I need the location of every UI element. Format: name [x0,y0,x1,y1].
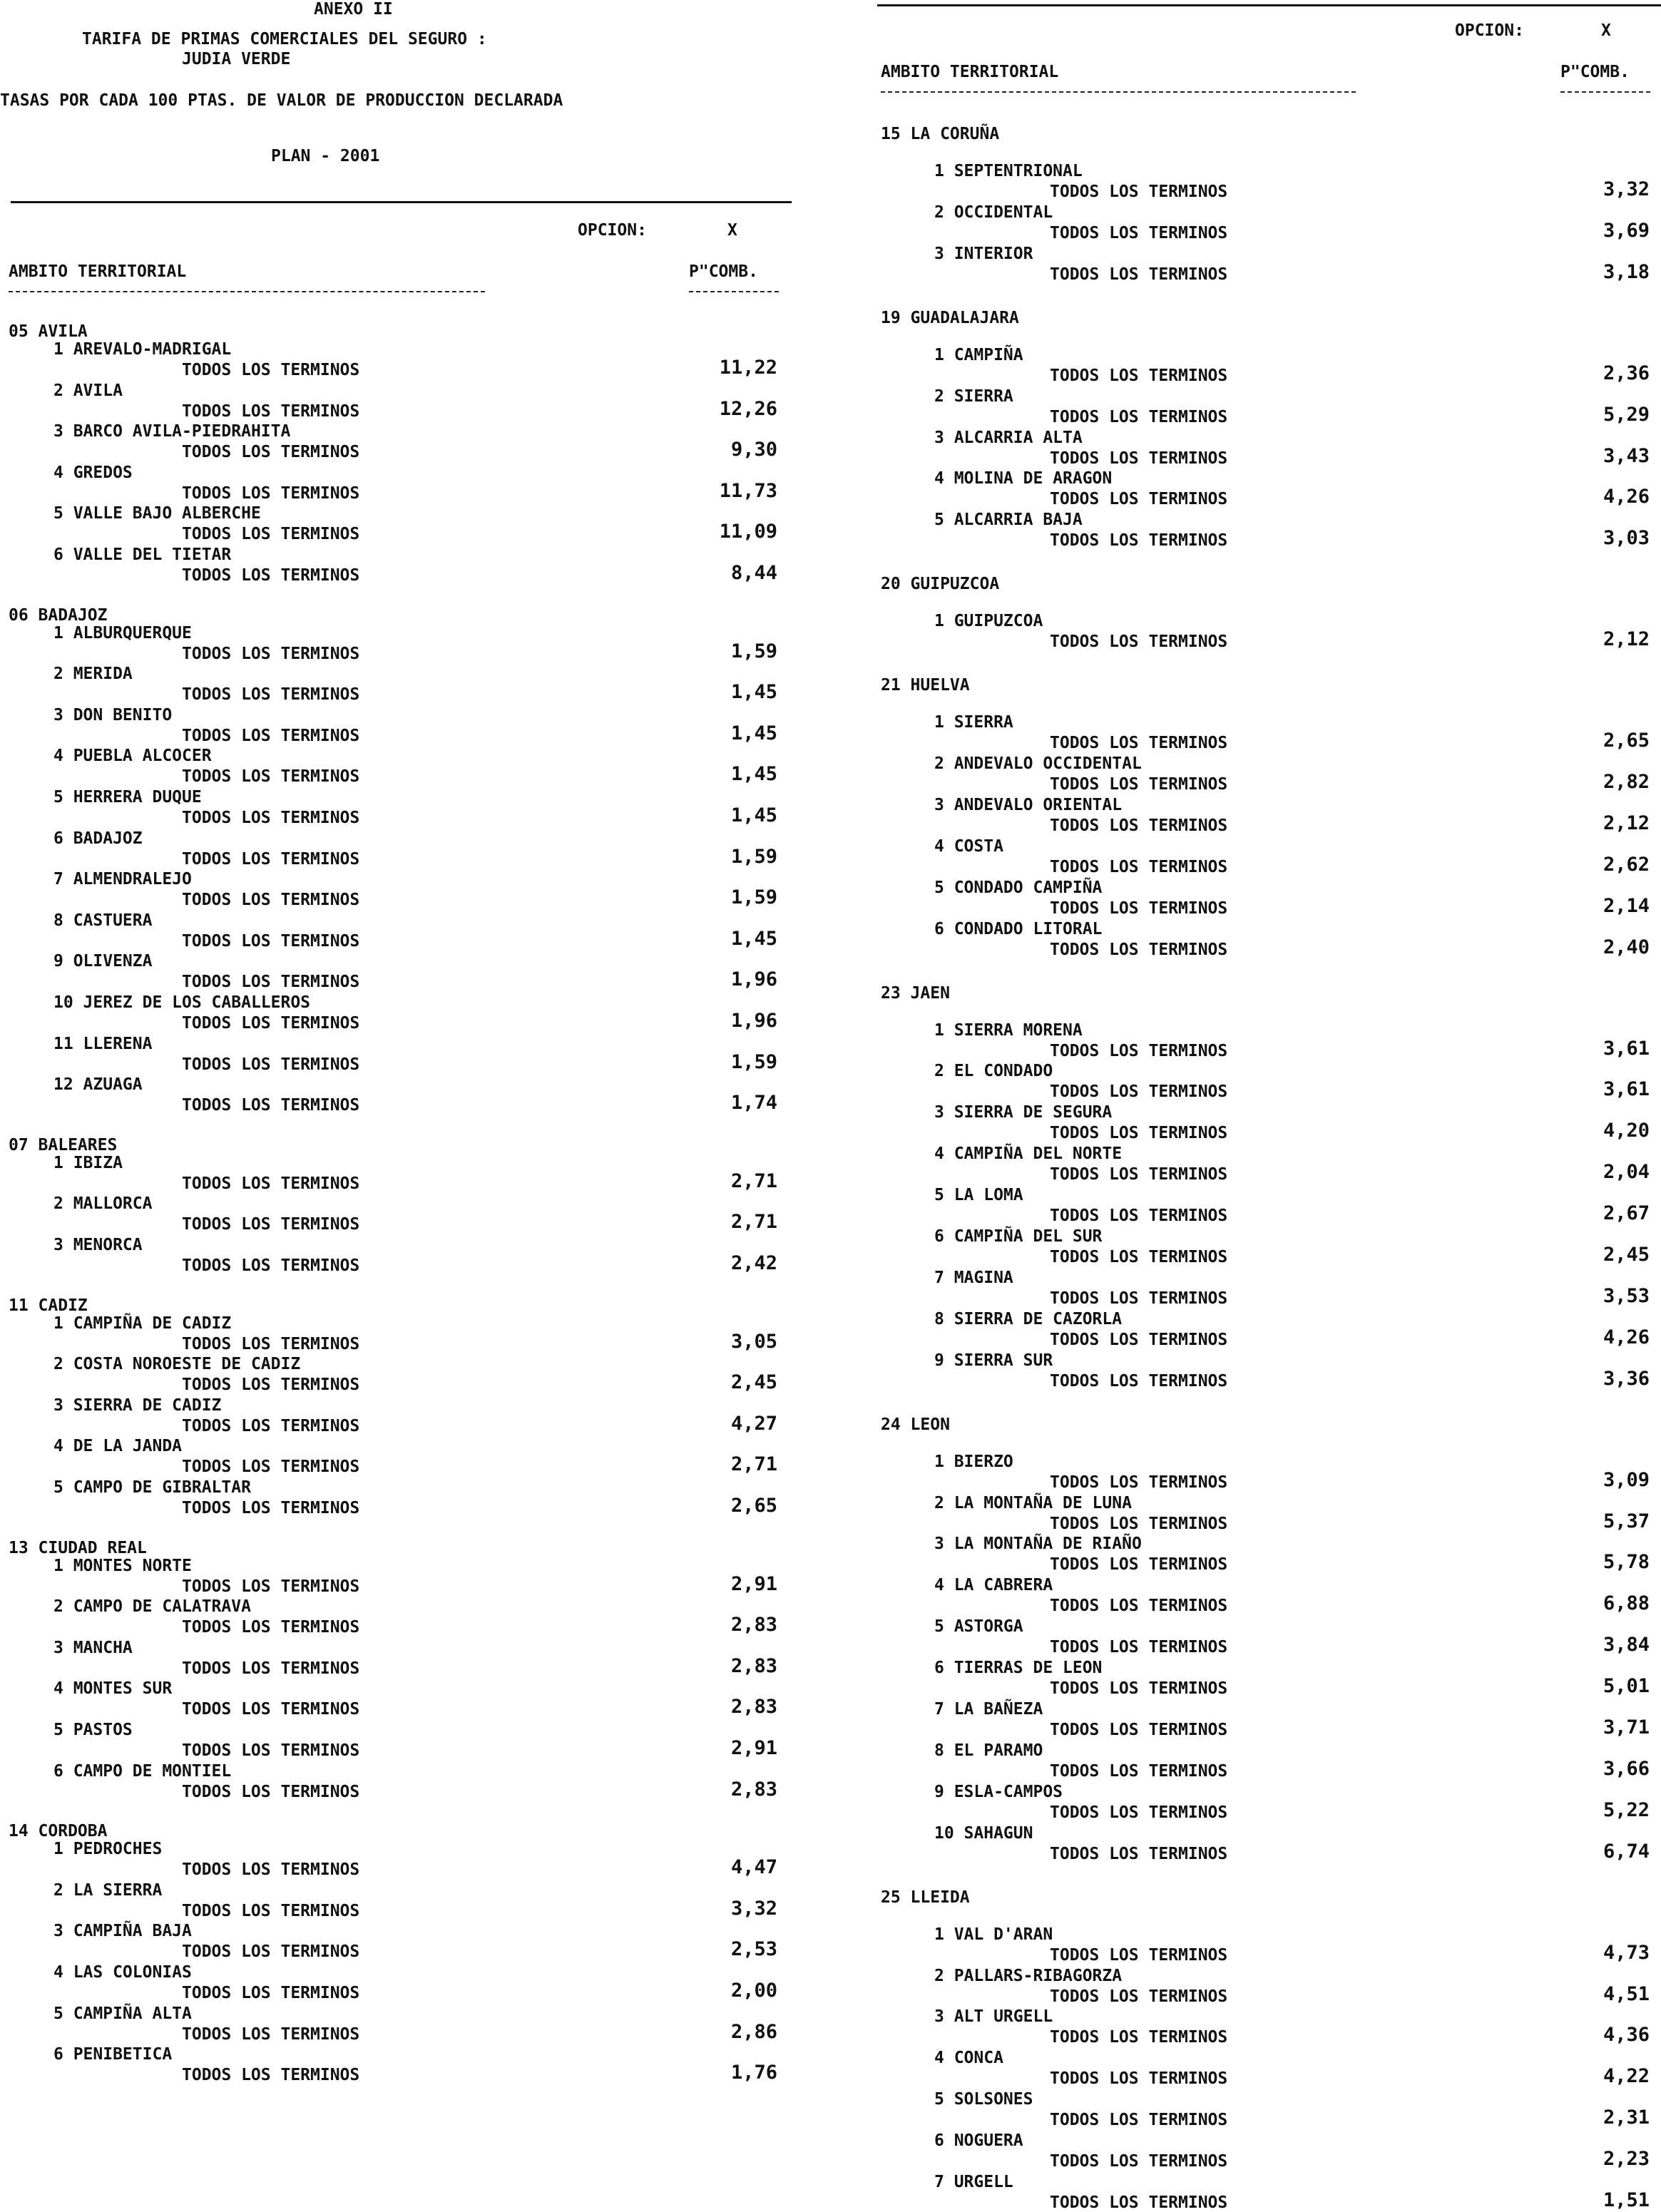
premium-rate: 1,45 [730,927,777,950]
comarca-name: 10 JEREZ DE LOS CABALLEROS [53,993,311,1012]
premium-rate: 2,40 [1603,936,1650,958]
comarca-name: 2 SIERRA [934,386,1013,406]
terms-label: TODOS LOS TERMINOS [1050,775,1228,794]
province-name: 23 JAEN [881,983,950,1003]
terms-label: TODOS LOS TERMINOS [1050,1124,1228,1143]
province-name: 24 LEON [881,1415,950,1434]
terms-label: TODOS LOS TERMINOS [182,566,360,585]
terms-label: TODOS LOS TERMINOS [1050,407,1228,426]
terms-label: TODOS LOS TERMINOS [1050,1638,1228,1657]
terms-label: TODOS LOS TERMINOS [182,1860,360,1880]
premium-rate: 1,59 [730,1050,777,1073]
premium-rate: 3,71 [1603,1716,1650,1739]
premium-rate: 1,45 [730,763,777,786]
premium-rate: 11,73 [719,479,777,502]
terms-label: TODOS LOS TERMINOS [1050,1330,1228,1349]
comarca-name: 4 LAS COLONIAS [53,1963,192,1982]
comarca-name: 2 MERIDA [53,665,133,684]
comarca-name: 4 PUEBLA ALCOCER [53,747,212,766]
comarca-name: 2 MALLORCA [53,1194,153,1214]
comarca-name: 2 OCCIDENTAL [934,203,1053,222]
comarca-name: 5 CAMPO DE GIBRALTAR [53,1478,251,1497]
premium-rate: 1,59 [730,640,777,662]
premium-rate: 4,51 [1603,1982,1650,2005]
right-column [863,0,1661,2212]
premium-rate: 3,32 [1603,178,1650,200]
comarca-name: 5 CONDADO CAMPIÑA [934,878,1103,897]
premium-rate: 2,45 [1603,1244,1650,1266]
premium-rate: 2,36 [1603,362,1650,384]
province-name: 20 GUIPUZCOA [881,575,1000,594]
terms-label: TODOS LOS TERMINOS [182,973,360,992]
comarca-name: 2 PALLARS-RIBAGORZA [934,1966,1123,1985]
premium-rate: 3,36 [1603,1367,1650,1390]
premium-rate: 2,12 [1603,628,1650,651]
comarca-name: 8 SIERRA DE CAZORLA [934,1309,1123,1328]
comarca-name: 2 COSTA NOROESTE DE CADIZ [53,1355,301,1374]
terms-label: TODOS LOS TERMINOS [1050,1207,1228,1226]
comarca-name: 3 MENORCA [53,1236,143,1254]
left-column [0,0,792,2126]
premium-rate: 2,71 [730,1453,777,1476]
premium-rate: 2,83 [730,1614,777,1637]
comarca-name: 7 LA BAÑEZA [934,1700,1043,1719]
comarca-name: 5 ALCARRIA BAJA [934,511,1083,530]
premium-rate: 5,01 [1603,1675,1650,1698]
comarca-name: 12 AZUAGA [53,1075,143,1095]
premium-rate: 2,67 [1603,1202,1650,1225]
premium-rate: 2,53 [730,1938,777,1961]
terms-label: TODOS LOS TERMINOS [182,1984,360,2002]
comarca-name: 6 NOGUERA [934,2131,1023,2151]
province-name: 21 HUELVA [881,676,970,695]
province-name: 15 LA CORUÑA [881,125,1000,143]
comarca-name: 1 IBIZA [53,1153,123,1172]
premium-rate: 1,59 [730,845,777,868]
terms-label: TODOS LOS TERMINOS [182,931,360,951]
premium-rate: 2,04 [1603,1161,1650,1184]
terms-label: TODOS LOS TERMINOS [182,891,360,910]
ambito-header: AMBITO TERRITORIAL [881,63,1059,81]
terms-label: TODOS LOS TERMINOS [182,1499,360,1517]
province-name: 11 CADIZ [9,1296,88,1315]
comarca-name: 6 PENIBETICA [53,2045,173,2064]
premium-rate: 2,42 [730,1252,777,1274]
opcion-value: X [727,221,737,240]
terms-label: TODOS LOS TERMINOS [1050,1987,1228,2006]
comarca-name: 8 CASTUERA [53,911,153,930]
premium-rate: 5,29 [1603,403,1650,426]
terms-label: TODOS LOS TERMINOS [1050,1371,1228,1391]
terms-label: TODOS LOS TERMINOS [182,767,360,787]
comarca-name: 9 ESLA-CAMPOS [934,1782,1063,1801]
comarca-name: 11 LLERENA [53,1034,153,1053]
terms-label: TODOS LOS TERMINOS [182,1782,360,1801]
terms-label: TODOS LOS TERMINOS [182,1942,360,1962]
terms-label: TODOS LOS TERMINOS [1050,449,1228,468]
comarca-name: 2 LA MONTAÑA DE LUNA [934,1493,1132,1512]
comarca-name: 3 SIERRA DE CADIZ [53,1396,222,1415]
terms-label: TODOS LOS TERMINOS [182,1618,360,1637]
terms-label: TODOS LOS TERMINOS [1050,1679,1228,1699]
comarca-name: 1 MONTES NORTE [53,1556,192,1575]
terms-label: TODOS LOS TERMINOS [182,2066,360,2085]
comarca-name: 2 AVILA [53,381,123,400]
premium-rate: 4,26 [1603,1326,1650,1348]
comarca-name: 4 COSTA [934,836,1003,856]
terms-label: TODOS LOS TERMINOS [182,1096,360,1115]
comarca-name: 9 SIERRA SUR [934,1351,1053,1370]
comarca-name: 6 VALLE DEL TIETAR [53,546,232,564]
rate-subtitle: TASAS POR CADA 100 PTAS. DE VALOR DE PRODUCCION DECLARADA [0,91,563,110]
premium-rate: 4,73 [1603,1941,1650,1964]
terms-label: TODOS LOS TERMINOS [1050,2028,1228,2047]
terms-label: TODOS LOS TERMINOS [1050,1945,1228,1965]
comarca-name: 5 LA LOMA [934,1186,1023,1205]
premium-rate: 1,45 [730,722,777,744]
pcomb-header: P"COMB. [1560,63,1630,81]
terms-label: TODOS LOS TERMINOS [1050,1597,1228,1616]
premium-rate: 4,47 [730,1856,777,1879]
terms-label: TODOS LOS TERMINOS [1050,1248,1228,1266]
terms-label: TODOS LOS TERMINOS [182,483,360,503]
terms-label: TODOS LOS TERMINOS [1050,490,1228,509]
terms-label: TODOS LOS TERMINOS [182,361,360,379]
premium-rate: 1,74 [730,1092,777,1115]
pcomb-header: P"COMB. [689,262,758,281]
premium-rate: 5,22 [1603,1798,1650,1821]
crop-title: JUDIA VERDE [182,50,291,68]
comarca-name: 1 ALBURQUERQUE [53,623,192,642]
tariff-title: TARIFA DE PRIMAS COMERCIALES DEL SEGURO : [82,30,487,48]
comarca-name: 3 ANDEVALO ORIENTAL [934,795,1123,814]
premium-rate: 4,20 [1603,1120,1650,1142]
premium-rate: 4,26 [1603,486,1650,508]
premium-rate: 2,86 [730,2020,777,2043]
premium-rate: 5,37 [1603,1510,1650,1532]
terms-label: TODOS LOS TERMINOS [1050,816,1228,835]
premium-rate: 2,83 [730,1654,777,1677]
premium-rate: 4,36 [1603,2024,1650,2047]
terms-label: TODOS LOS TERMINOS [182,2024,360,2044]
terms-label: TODOS LOS TERMINOS [1050,633,1228,652]
terms-label: TODOS LOS TERMINOS [1050,734,1228,753]
terms-label: TODOS LOS TERMINOS [1050,265,1228,284]
terms-label: TODOS LOS TERMINOS [1050,898,1228,918]
premium-rate: 6,74 [1603,1840,1650,1863]
terms-label: TODOS LOS TERMINOS [1050,1041,1228,1060]
premium-rate: 5,78 [1603,1551,1650,1574]
comarca-name: 3 BARCO AVILA-PIEDRAHITA [53,422,291,441]
pcomb-underline [689,291,779,292]
comarca-name: 1 AREVALO-MADRIGAL [53,340,232,359]
province-name: 14 CORDOBA [9,1822,108,1841]
premium-rate: 2,62 [1603,853,1650,876]
comarca-name: 1 SEPTENTRIONAL [934,162,1083,180]
terms-label: TODOS LOS TERMINOS [182,1174,360,1193]
comarca-name: 4 GREDOS [53,463,133,482]
terms-label: TODOS LOS TERMINOS [182,1901,360,1920]
ambito-header: AMBITO TERRITORIAL [9,262,187,281]
comarca-name: 2 LA SIERRA [53,1880,163,1900]
comarca-name: 3 LA MONTAÑA DE RIAÑO [934,1535,1142,1554]
terms-label: TODOS LOS TERMINOS [1050,1721,1228,1739]
terms-label: TODOS LOS TERMINOS [1050,940,1228,959]
terms-label: TODOS LOS TERMINOS [182,525,360,544]
premium-rate: 1,45 [730,804,777,826]
terms-label: TODOS LOS TERMINOS [1050,1473,1228,1492]
terms-label: TODOS LOS TERMINOS [182,1659,360,1678]
comarca-name: 3 ALT URGELL [934,2007,1053,2027]
opcion-value: X [1601,21,1611,40]
header-rule [11,201,792,203]
terms-label: TODOS LOS TERMINOS [182,443,360,462]
premium-rate: 3,09 [1603,1468,1650,1491]
ambito-underline [9,291,485,292]
premium-rate: 3,03 [1603,527,1650,550]
premium-rate: 3,61 [1603,1037,1650,1060]
province-name: 07 BALEARES [9,1135,118,1154]
terms-label: TODOS LOS TERMINOS [182,1014,360,1033]
premium-rate: 3,53 [1603,1284,1650,1307]
premium-rate: 2,82 [1603,771,1650,793]
terms-label: TODOS LOS TERMINOS [182,401,360,421]
terms-label: TODOS LOS TERMINOS [1050,1165,1228,1184]
comarca-name: 2 CAMPO DE CALATRAVA [53,1597,251,1617]
premium-rate: 2,00 [730,1980,777,2002]
comarca-name: 4 DE LA JANDA [53,1437,183,1456]
comarca-name: 6 TIERRAS DE LEON [934,1659,1103,1678]
comarca-name: 5 SOLSONES [934,2090,1033,2109]
terms-label: TODOS LOS TERMINOS [182,644,360,663]
pcomb-underline [1560,91,1650,93]
comarca-name: 1 GUIPUZCOA [934,612,1043,631]
terms-label: TODOS LOS TERMINOS [1050,1761,1228,1781]
comarca-name: 6 BADAJOZ [53,829,143,848]
comarca-name: 6 CONDADO LITORAL [934,919,1103,938]
terms-label: TODOS LOS TERMINOS [182,1577,360,1596]
comarca-name: 5 HERRERA DUQUE [53,788,202,807]
terms-label: TODOS LOS TERMINOS [1050,531,1228,551]
premium-rate: 3,32 [730,1897,777,1920]
premium-rate: 6,88 [1603,1592,1650,1615]
premium-rate: 4,22 [1603,2065,1650,2088]
comarca-name: 7 ALMENDRALEJO [53,870,192,889]
province-name: 05 AVILA [9,322,88,341]
comarca-name: 7 MAGINA [934,1268,1013,1287]
terms-label: TODOS LOS TERMINOS [182,1458,360,1477]
premium-rate: 11,22 [719,357,777,379]
province-name: 06 BADAJOZ [9,605,108,625]
terms-label: TODOS LOS TERMINOS [1050,1555,1228,1574]
premium-rate: 3,84 [1603,1634,1650,1657]
premium-rate: 2,91 [730,1572,777,1595]
premium-rate: 3,69 [1603,219,1650,242]
terms-label: TODOS LOS TERMINOS [1050,2152,1228,2171]
premium-rate: 1,59 [730,886,777,909]
premium-rate: 12,26 [719,397,777,420]
comarca-name: 5 PASTOS [53,1721,133,1739]
terms-label: TODOS LOS TERMINOS [182,1700,360,1719]
premium-rate: 8,44 [730,562,777,584]
comarca-name: 3 ALCARRIA ALTA [934,428,1083,447]
terms-label: TODOS LOS TERMINOS [1050,183,1228,201]
comarca-name: 5 ASTORGA [934,1617,1023,1637]
terms-label: TODOS LOS TERMINOS [182,1741,360,1760]
terms-label: TODOS LOS TERMINOS [182,1256,360,1275]
opcion-label: OPCION: [578,221,647,240]
premium-rate: 3,43 [1603,444,1650,467]
comarca-name: 3 SIERRA DE SEGURA [934,1103,1113,1122]
comarca-name: 4 CONCA [934,2049,1003,2068]
premium-rate: 1,45 [730,681,777,704]
province-name: 25 LLEIDA [881,1888,970,1907]
comarca-name: 10 SAHAGUN [934,1823,1033,1843]
premium-rate: 1,51 [1603,2189,1650,2211]
province-name: 13 CIUDAD REAL [9,1538,147,1557]
opcion-label: OPCION: [1455,21,1524,40]
terms-label: TODOS LOS TERMINOS [1050,1844,1228,1863]
terms-label: TODOS LOS TERMINOS [182,726,360,745]
comarca-name: 1 PEDROCHES [53,1840,163,1859]
premium-rate: 2,65 [730,1495,777,1517]
comarca-name: 4 CAMPIÑA DEL NORTE [934,1145,1123,1164]
premium-rate: 2,45 [730,1371,777,1394]
terms-label: TODOS LOS TERMINOS [1050,2193,1228,2212]
premium-rate: 2,65 [1603,729,1650,752]
province-name: 19 GUADALAJARA [881,308,1019,327]
terms-label: TODOS LOS TERMINOS [182,1416,360,1435]
comarca-name: 3 INTERIOR [934,244,1033,263]
comarca-name: 3 DON BENITO [53,705,173,724]
comarca-name: 6 CAMPIÑA DEL SUR [934,1227,1103,1246]
terms-label: TODOS LOS TERMINOS [1050,1289,1228,1308]
terms-label: TODOS LOS TERMINOS [1050,223,1228,242]
comarca-name: 1 SIERRA MORENA [934,1020,1083,1040]
terms-label: TODOS LOS TERMINOS [1050,1803,1228,1822]
premium-rate: 11,09 [719,521,777,543]
comarca-name: 7 URGELL [934,2173,1013,2191]
comarca-name: 1 SIERRA [934,713,1013,732]
premium-rate: 2,91 [730,1737,777,1759]
premium-rate: 3,05 [730,1330,777,1353]
premium-rate: 1,96 [730,1010,777,1032]
comarca-name: 1 CAMPIÑA [934,345,1023,364]
premium-rate: 1,96 [730,968,777,991]
comarca-name: 4 MOLINA DE ARAGON [934,469,1113,488]
premium-rate: 4,27 [730,1412,777,1435]
terms-label: TODOS LOS TERMINOS [1050,366,1228,385]
comarca-name: 9 OLIVENZA [53,952,153,971]
anexo-title: ANEXO II [314,0,393,19]
terms-label: TODOS LOS TERMINOS [182,1376,360,1395]
premium-rate: 3,66 [1603,1757,1650,1780]
terms-label: TODOS LOS TERMINOS [1050,1514,1228,1533]
terms-label: TODOS LOS TERMINOS [1050,857,1228,876]
comarca-name: 1 CAMPIÑA DE CADIZ [53,1314,232,1333]
terms-label: TODOS LOS TERMINOS [182,849,360,869]
comarca-name: 1 BIERZO [934,1452,1013,1471]
premium-rate: 3,61 [1603,1078,1650,1101]
comarca-name: 4 LA CABRERA [934,1576,1053,1595]
comarca-name: 2 EL CONDADO [934,1062,1053,1081]
premium-rate: 2,83 [730,1696,777,1719]
comarca-name: 5 CAMPIÑA ALTA [53,2004,192,2023]
plan-label: PLAN - 2001 [271,147,380,165]
premium-rate: 2,23 [1603,2148,1650,2171]
premium-rate: 2,14 [1603,894,1650,917]
comarca-name: 5 VALLE BAJO ALBERCHE [53,504,261,523]
comarca-name: 6 CAMPO DE MONTIEL [53,1761,232,1781]
terms-label: TODOS LOS TERMINOS [182,685,360,705]
top-rule [877,4,1661,6]
premium-rate: 3,18 [1603,260,1650,283]
comarca-name: 1 VAL D'ARAN [934,1925,1053,1944]
premium-rate: 2,71 [730,1211,777,1234]
terms-label: TODOS LOS TERMINOS [1050,2111,1228,2130]
comarca-name: 3 CAMPIÑA BAJA [53,1922,192,1941]
terms-label: TODOS LOS TERMINOS [182,1055,360,1074]
terms-label: TODOS LOS TERMINOS [1050,2069,1228,2089]
terms-label: TODOS LOS TERMINOS [1050,1082,1228,1102]
comarca-name: 4 MONTES SUR [53,1679,173,1699]
comarca-name: 2 ANDEVALO OCCIDENTAL [934,754,1142,773]
ambito-underline [881,91,1356,93]
premium-rate: 9,30 [730,439,777,461]
terms-label: TODOS LOS TERMINOS [182,1334,360,1353]
premium-rate: 2,12 [1603,811,1650,834]
comarca-name: 8 EL PARAMO [934,1741,1043,1760]
terms-label: TODOS LOS TERMINOS [182,809,360,827]
terms-label: TODOS LOS TERMINOS [182,1215,360,1234]
premium-rate: 1,76 [730,2062,777,2084]
comarca-name: 3 MANCHA [53,1638,133,1657]
premium-rate: 2,83 [730,1778,777,1801]
premium-rate: 2,31 [1603,2106,1650,2129]
premium-rate: 2,71 [730,1169,777,1192]
